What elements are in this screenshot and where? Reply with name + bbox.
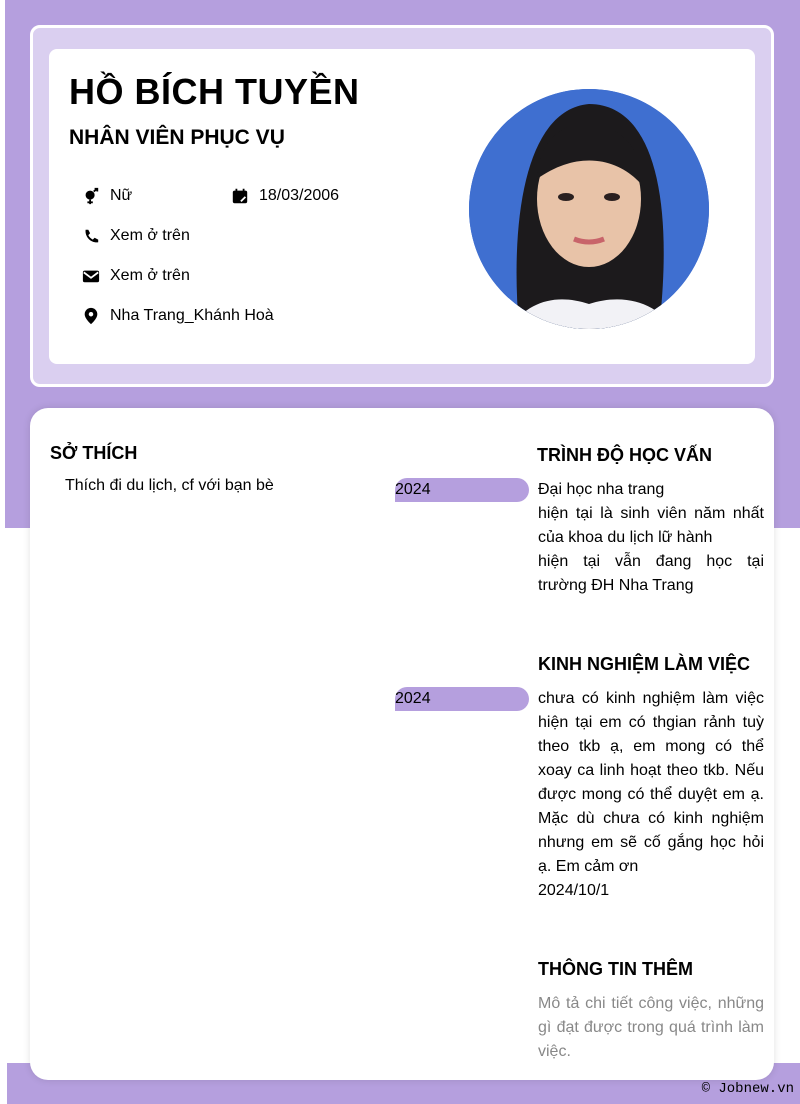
hobbies-heading: SỞ THÍCH bbox=[50, 443, 138, 463]
email-info bbox=[82, 267, 190, 285]
footer-credit: © Jobnew.vn bbox=[701, 1081, 794, 1097]
education-heading: TRÌNH ĐỘ HỌC VẤN bbox=[537, 445, 712, 465]
job-title: NHÂN VIÊN PHỤC VỤ bbox=[69, 126, 285, 149]
hobbies-text: Thích đi du lịch, cf với bạn bè bbox=[65, 477, 274, 494]
phone-info bbox=[82, 227, 190, 245]
address-info bbox=[82, 307, 274, 325]
phone-icon bbox=[82, 227, 100, 245]
calendar-icon bbox=[231, 187, 249, 205]
experience-heading: KINH NGHIỆM LÀM VIỆC bbox=[538, 654, 751, 674]
header-card bbox=[30, 25, 774, 387]
gender-icon bbox=[82, 187, 100, 205]
extra-heading: THÔNG TIN THÊM bbox=[538, 959, 693, 979]
experience-date: 2024/10/1 bbox=[538, 882, 610, 899]
experience-description: chưa có kinh nghiệm làm việc hiện tại em có thgian rảnh tuỳ theo tkb ạ, em mong có thể xoay ca linh hoạt theo tkb. Nếu được mong có thể duyệt em ạ. Mặc dù chưa có kinh nghiệm nhưng em sẽ cố gắng học hỏi ạ. Em cảm ơn bbox=[538, 690, 764, 875]
extra-text: Mô tả chi tiết công việc, những gì đạt được trong quá trình làm việc. bbox=[538, 995, 764, 1060]
phone-value: Xem ở trên bbox=[110, 227, 190, 244]
address-value: Nha Trang_Khánh Hoà bbox=[110, 307, 274, 324]
education-line: Đại học nha trang bbox=[538, 481, 665, 498]
location-pin-icon bbox=[82, 307, 100, 325]
profile-photo bbox=[469, 89, 709, 329]
candidate-name: HỒ BÍCH TUYỀN bbox=[69, 71, 360, 112]
education-text bbox=[538, 478, 764, 598]
email-value: Xem ở trên bbox=[110, 267, 190, 284]
experience-text bbox=[538, 687, 764, 903]
birthday-value: 18/03/2006 bbox=[259, 187, 340, 204]
birthday-info bbox=[231, 187, 339, 205]
experience-year: 2024 bbox=[395, 687, 529, 711]
email-icon bbox=[82, 267, 100, 285]
gender-value: Nữ bbox=[110, 187, 133, 204]
education-line: hiện tại là sinh viên năm nhất của khoa du lịch lữ hành bbox=[538, 505, 764, 546]
education-year: 2024 bbox=[395, 478, 529, 502]
education-line: hiện tại vẫn đang học tại trường ĐH Nha Trang bbox=[538, 553, 764, 594]
resume-body bbox=[30, 408, 774, 1080]
gender-info bbox=[82, 187, 132, 205]
header-inner bbox=[49, 49, 755, 364]
